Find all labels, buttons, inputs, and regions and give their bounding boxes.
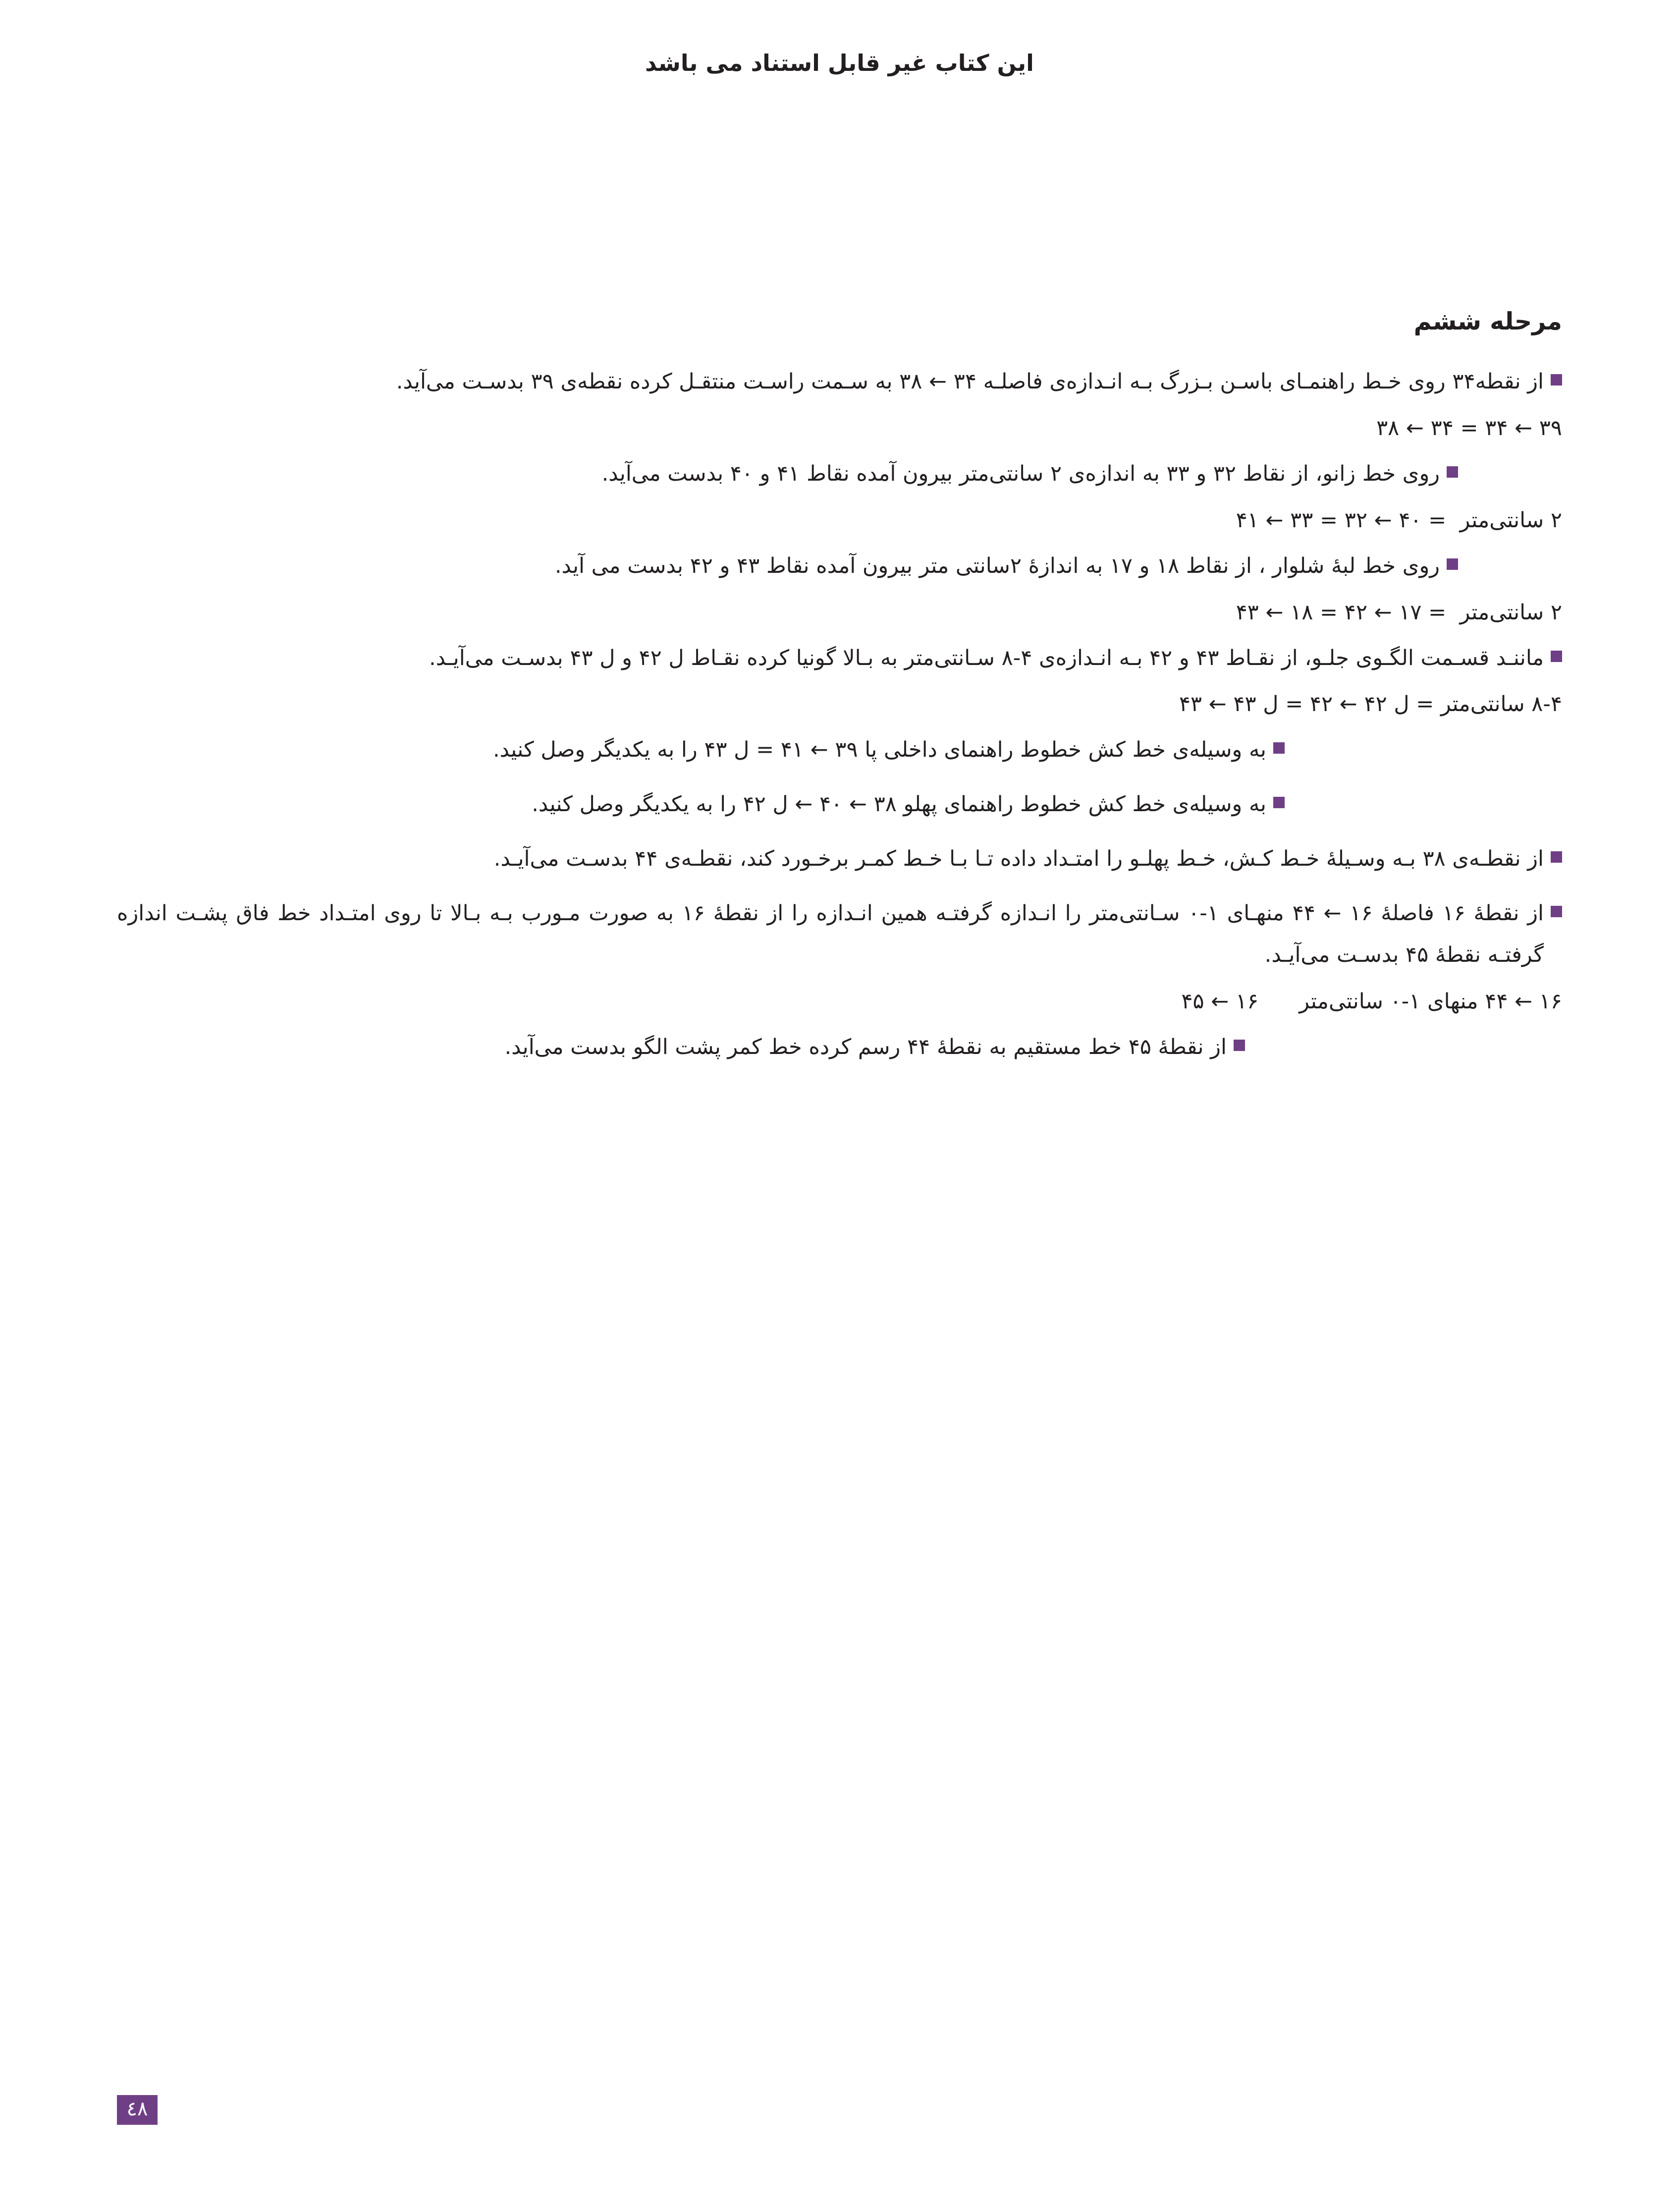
square-bullet-icon	[1551, 374, 1562, 386]
list-item-text: به وسیله‌ی خط کش خطوط راهنمای داخلی پا ۳۹ ← ۴۱ = ل ۴۳ را به یکدیگر وصل کنید.	[493, 737, 1266, 763]
list-item	[117, 784, 1562, 826]
page-number-badge: ٤٨	[117, 2095, 158, 2125]
section-title: مرحله ششم	[1413, 307, 1562, 335]
square-bullet-icon	[1447, 466, 1458, 478]
document-body	[117, 307, 1562, 1081]
page-header-notice: این کتاب غیر قابل استناد می باشد	[645, 50, 1034, 76]
list-item-text: روی خط زانو، از نقاط ۳۲ و ۳۳ به اندازه‌ی ۲ سانتی‌متر بیرون آمده نقاط ۴۱ و ۴۰ بدست می‌آید.	[601, 461, 1440, 486]
list-item	[117, 361, 1562, 403]
list-item-text: به وسیله‌ی خط کش خطوط راهنمای پهلو ۳۸ ← ۴۰ ← ل ۴۲ را به یکدیگر وصل کنید.	[532, 792, 1266, 817]
list-item	[117, 546, 1562, 587]
list-item-text: روی خط لبۀ شلوار ، از نقاط ۱۸ و ۱۷ به اندازۀ ۲سانتی متر بیرون آمده نقاط ۴۳ و ۴۲ بدست می آید.	[554, 553, 1440, 578]
square-bullet-icon	[1273, 797, 1285, 808]
formula-line: ۲ سانتی‌متر = ۴۰ ← ۳۲ = ۳۳ ← ۴۱	[1236, 507, 1562, 533]
square-bullet-icon	[1551, 851, 1562, 863]
list-item-text: از نقطه‌۳۴ روی خـط راهنمـای باسـن بـزرگ بـه انـدازه‌ی فاصلـه ۳۴ ← ۳۸ به سـمت راسـت منتقـل کرده نقطه‌ی ۳۹ بدسـت می‌آید.	[396, 369, 1544, 394]
square-bullet-icon	[1447, 558, 1458, 570]
list-item-text: از نقطـه‌ی ۳۸ بـه وسـیلۀ خـط کـش، خـط پهلـو را امتـداد داده تـا بـا خـط کمـر برخـورد کند، نقطـه‌ی ۴۴ بدسـت می‌آیـد.	[493, 846, 1544, 872]
list-item-text: از نقطۀ ۴۵ خط مستقیم به نقطۀ ۴۴ رسم کرده خط کمر پشت الگو بدست می‌آید.	[504, 1034, 1227, 1059]
list-item	[117, 838, 1562, 880]
list-item	[117, 1027, 1562, 1068]
formula-line: ۸-۴ سانتی‌متر = ل ۴۲ ← ۴۲ = ل ۴۳ ← ۴۳	[1179, 692, 1562, 717]
list-item	[117, 638, 1562, 679]
square-bullet-icon	[1234, 1040, 1245, 1051]
list-item	[117, 729, 1562, 771]
list-item	[117, 453, 1562, 495]
formula-line: ۲ سانتی‌متر = ۱۷ ← ۴۲ = ۱۸ ← ۴۳	[1236, 600, 1562, 625]
formula-line: ۳۹ ← ۳۴ = ۳۴ ← ۳۸	[1376, 415, 1562, 441]
square-bullet-icon	[1273, 742, 1285, 754]
square-bullet-icon	[1551, 906, 1562, 917]
square-bullet-icon	[1551, 651, 1562, 662]
list-item-text: ماننـد قسـمت الگـوی جلـو، از نقـاط ۴۳ و ۴۲ بـه انـدازه‌ی ۴-۸ سـانتی‌متر به بـالا گونیا کرده نقـاط ل ۴۲ و ل ۴۳ بدسـت می‌آیـد.	[429, 645, 1544, 670]
formula-line: ۱۶ ← ۴۴ منهای ۱-۰ سانتی‌متر ۱۶ ← ۴۵	[1181, 989, 1562, 1014]
list-item-text: از نقطۀ ۱۶ فاصلۀ ۱۶ ← ۴۴ منهـای ۱-۰ سـانتی‌متر را انـدازه گرفتـه همین انـدازه را از نقطۀ ۱۶ به صورت مـورب بـه بـالا تا روی امتـداد خط فاق پشـت اندازه گرفتـه نقطۀ ۴۵ بدسـت می‌آیـد.	[117, 900, 1544, 967]
list-item	[117, 893, 1562, 976]
